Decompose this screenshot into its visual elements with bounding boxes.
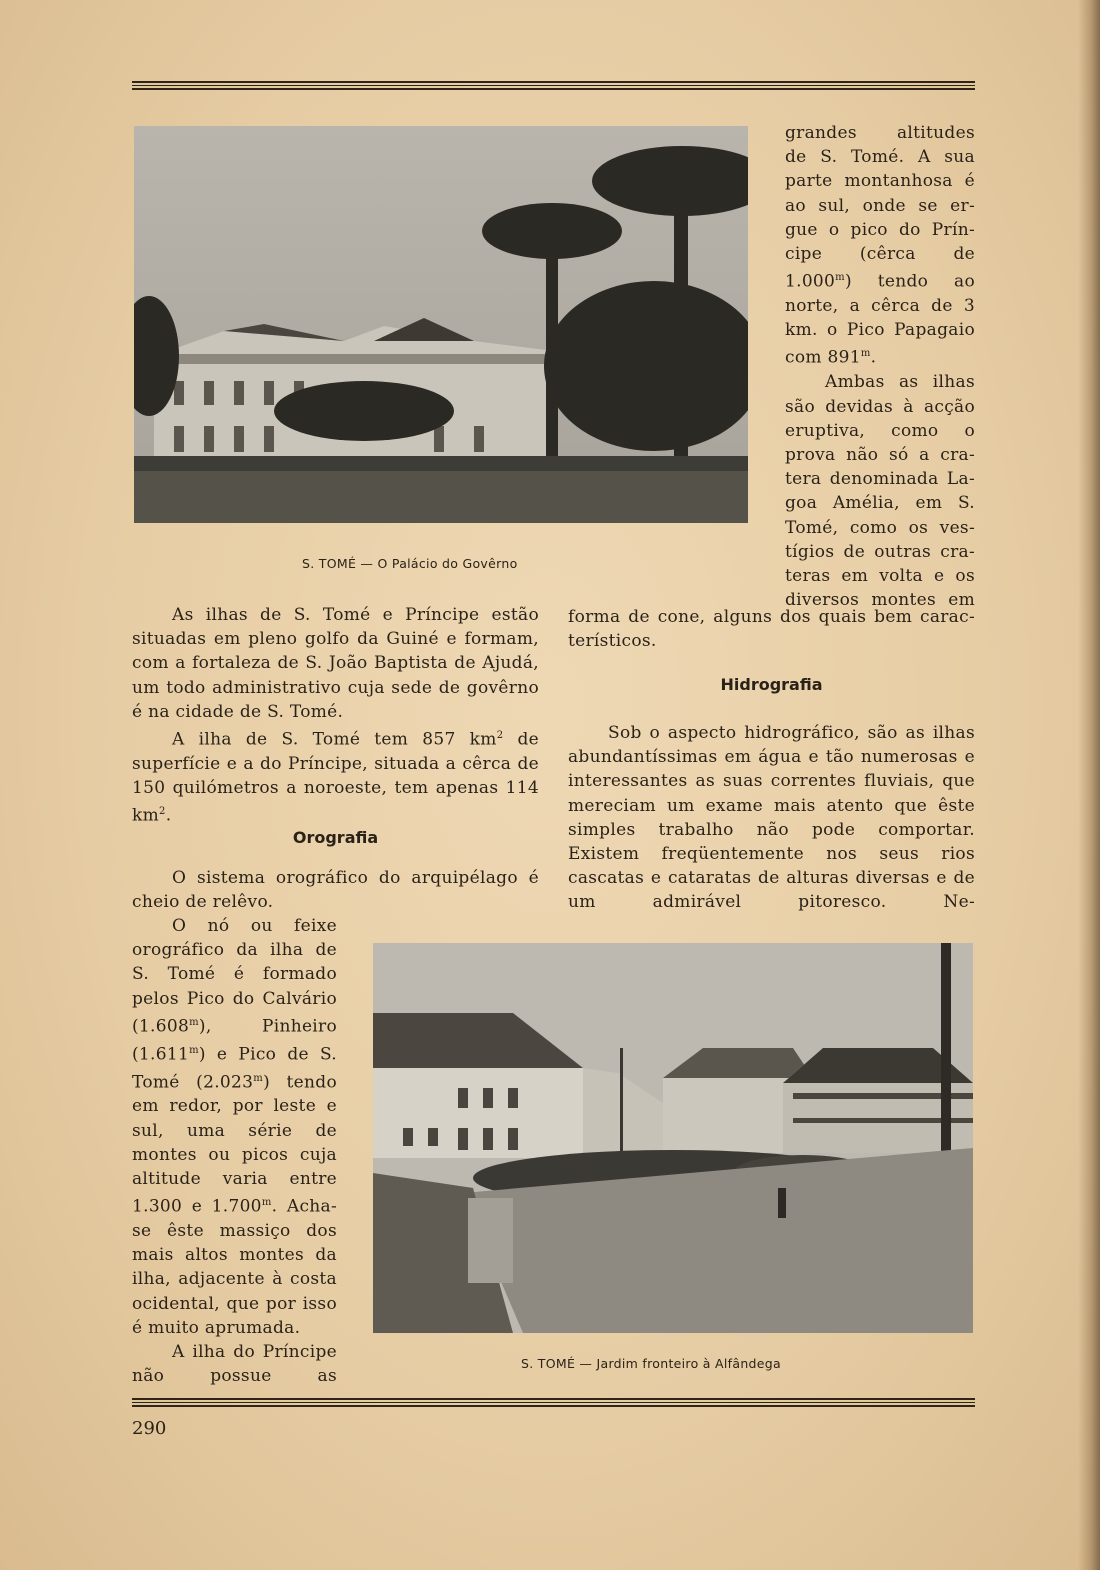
top-rule [132, 81, 975, 92]
caption-jardim: S. TOMÉ — Jardim fronteiro à Alfândega [521, 1356, 781, 1371]
left-column-upper [132, 603, 539, 828]
photo-palacio-do-governo [134, 126, 748, 523]
caption-text: Jardim fronteiro à Alfândega [596, 1356, 781, 1371]
paragraph-area: A ilha de S. Tomé tem 857 $km^2$ de superfície e a do Príncipe, situada a cêrca de 150 quilómetros a noroeste, tem apenas 114 $km^2$. [132, 729, 540, 826]
caption-place: S. TOMÉ [521, 1356, 576, 1371]
photo-jardim-alfandega [373, 943, 973, 1333]
heading-orografia: Orografia [292, 828, 379, 847]
caption-text: O Palácio do Govêrno [377, 556, 518, 571]
left-narrow-column: O nó ou feixe orográfico da ilha de S. Tomé é formado pelos Pico do Calvário (1.608$^m$), Pinheiro (1.611$^m$) e Pico de S. Tomé (2.023$^m$) tendo em redor, por leste e sul, uma série de montes ou picos cuja altitude varia entre 1.300 e 1.700$^m$. Acha-se êste massiço dos mais altos montes da ilha, adjacente à costa ocidental, que por isso é muito aprumada. A ilha do Príncipe não possue as [132, 916, 337, 1387]
right-top-column: grandes altitudes de S. Tomé. A sua parte montanhosa é ao sul, onde se er- gue o pico do Prín- cipe (cêrca de 1.000$^m$) tendo ao norte, a cêrca de 3 km. o Pico Papagaio com 891$^m$. Ambas as ilhas são devidas à acção eruptiva, como o prova não só a cra- tera denominada La- goa Amélia, em S. Tomé, como os ves- tígios de outras cra- teras em volta e os diversos montes em [785, 123, 975, 611]
paragraph-intro: As ilhas de S. Tomé e Príncipe estão situadas em pleno golfo da Guiné e formam, com a fortaleza de S. João Baptista de Ajudá, um todo administrativo cuja sede de govêrno é na cidade de S. Tomé. [132, 605, 539, 722]
caption-palacio: S. TOMÉ — O Palácio do Govêrno [302, 556, 518, 571]
right-hidrografia-paragraph: Sob o aspecto hidrográfico, são as ilhas abundantíssimas em água e tão numerosas e interessantes as suas correntes fluviais, que mereciam um exame mais atento que êste simples trabalho não pode comportar. Existem freqüentemente nos seus rios cascatas e cataratas de alturas diversas e de um admirável pitoresco. Ne- [568, 723, 975, 913]
book-spine-shadow [1078, 0, 1100, 1570]
bottom-rule [132, 1398, 975, 1409]
caption-place: S. TOMÉ [302, 556, 357, 571]
heading-hidrografia: Hidrografia [720, 675, 823, 694]
right-continuation: forma de cone, alguns dos quais bem carac- terísticos. [568, 607, 975, 652]
left-orografia-paragraph: O sistema orográfico do arquipélago é cheio de relêvo. [132, 868, 539, 913]
page-number: 290 [132, 1418, 167, 1439]
